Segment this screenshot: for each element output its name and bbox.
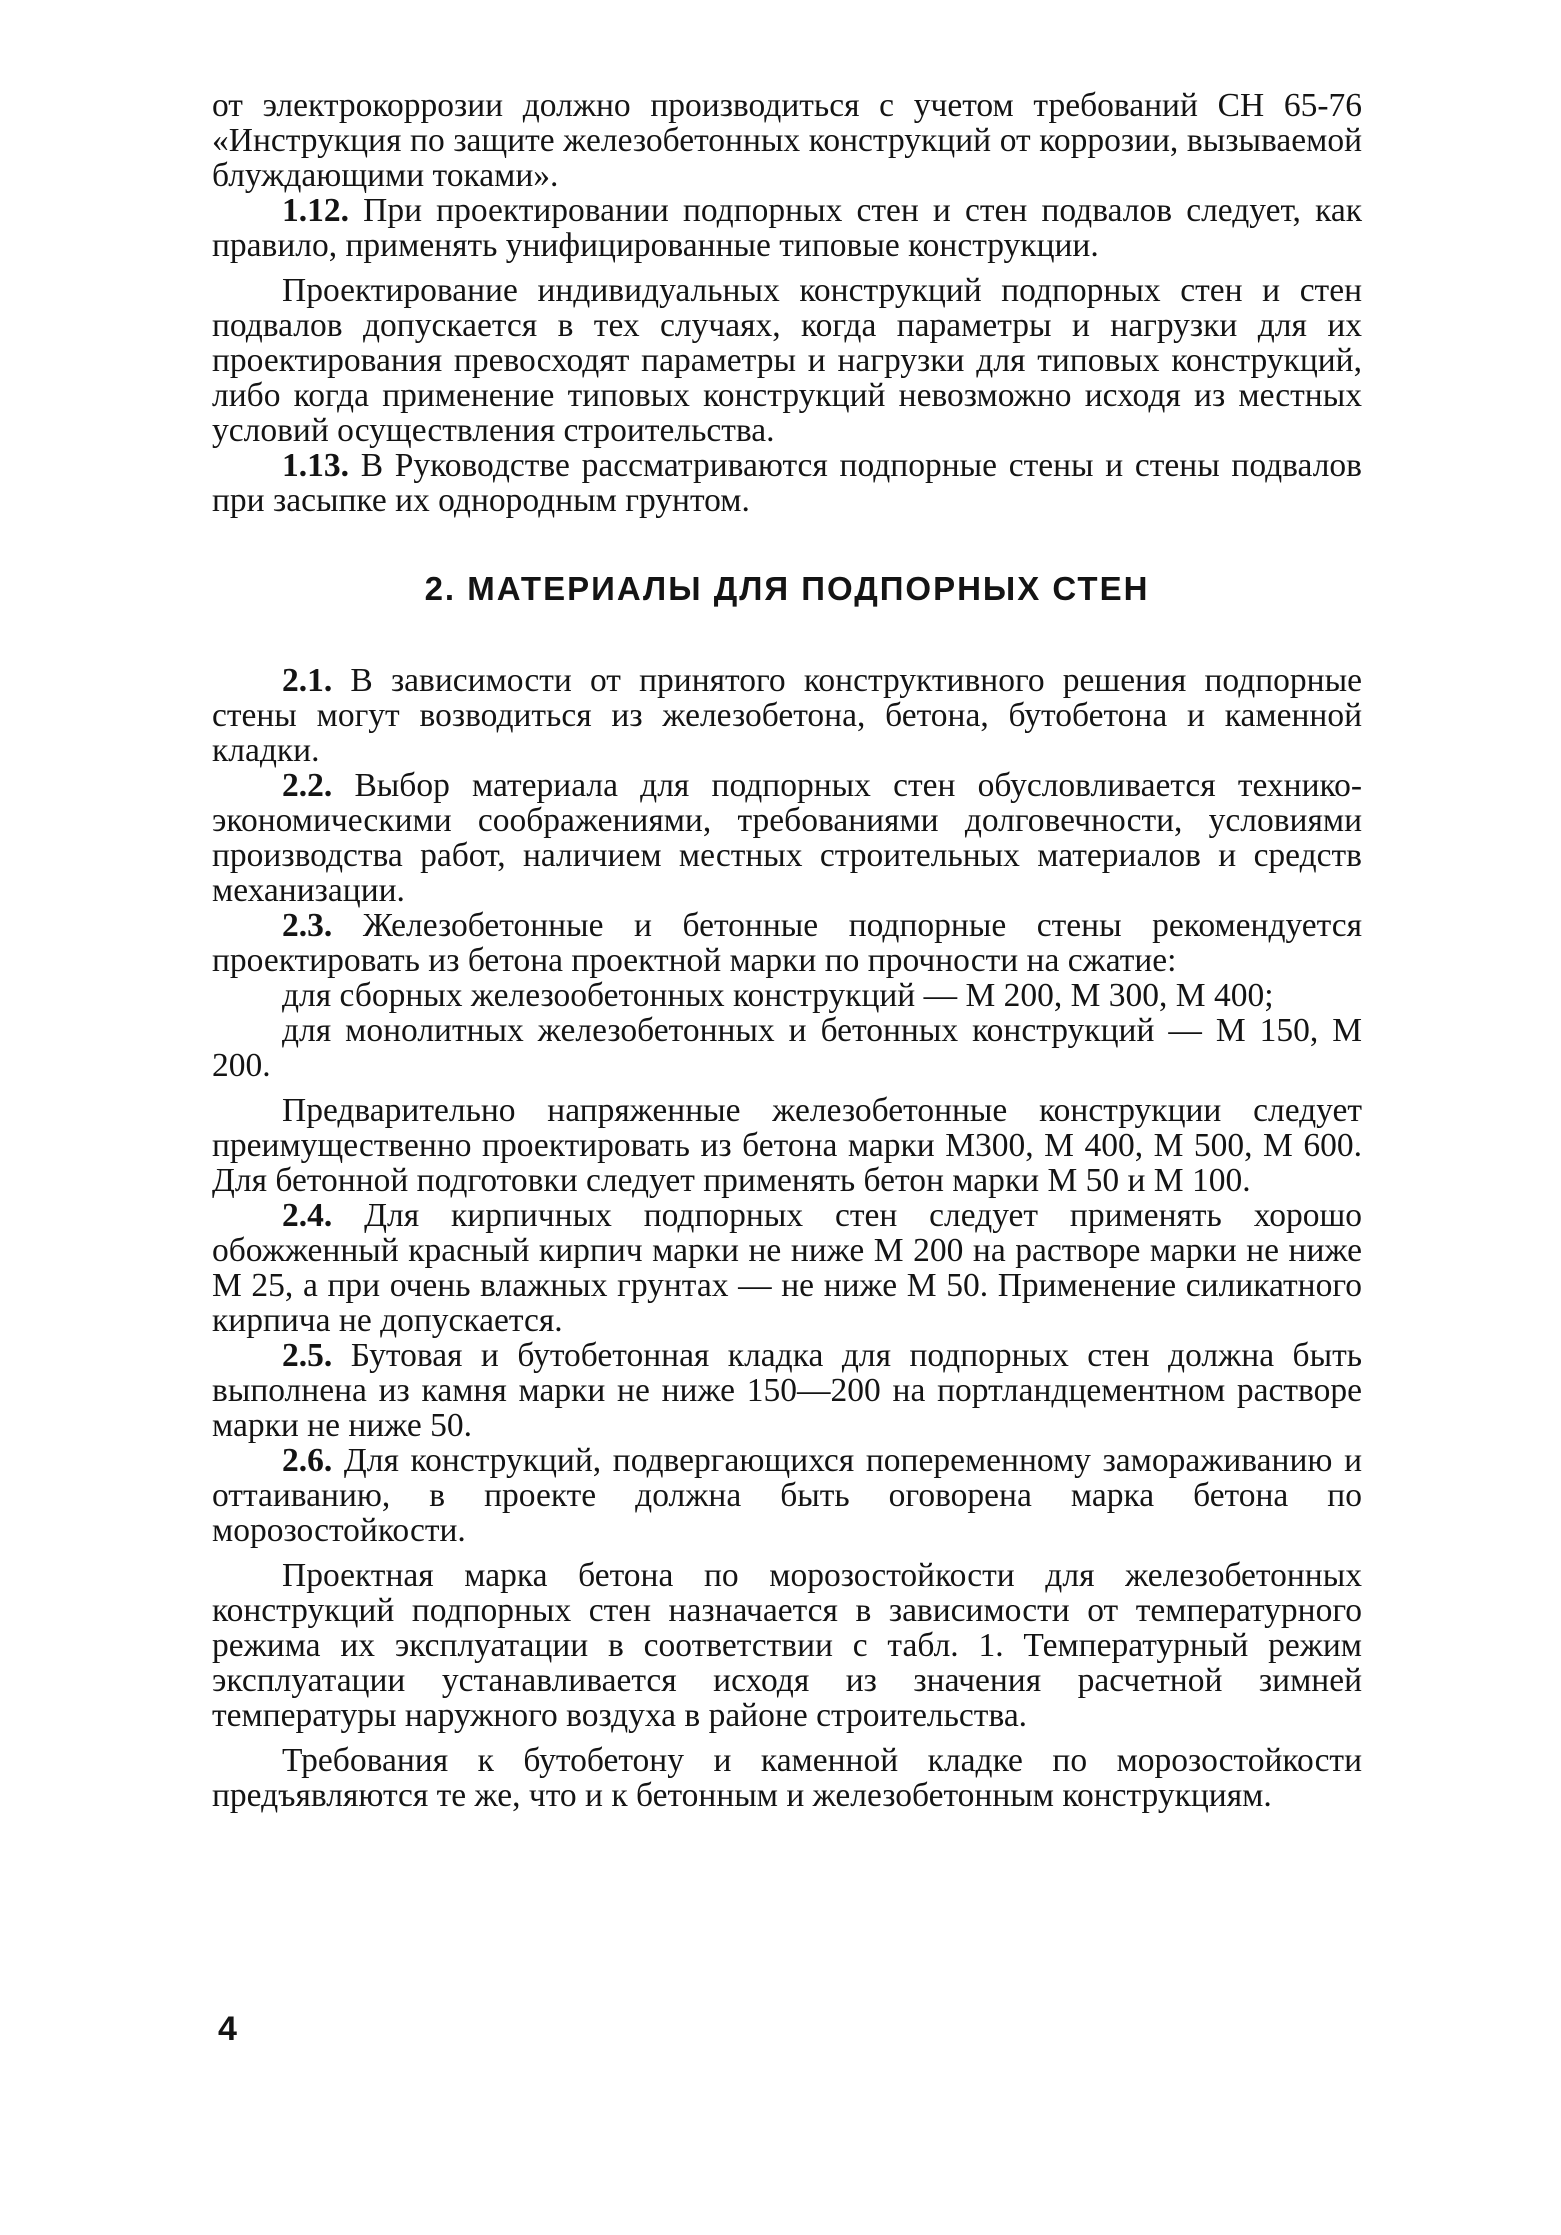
paragraph-2-2 [212,768,1362,908]
clause-text: В Руководстве рассматриваются подпорные стены и стены подвалов при засыпке их однородным грунтом. [212,447,1362,519]
paragraph-2-3-continuation: Предварительно напряженные железобетонные конструкции следует преимущественно проектировать из бетона марки М300, М 400, М 500, М 600. Для бетонной подготовки следует применять бетон марки М 50 и М 100. [212,1092,1362,1199]
paragraph-1-12-continuation: Проектирование индивидуальных конструкций подпорных стен и стен подвалов допускается в тех случаях, когда параметры и нагрузки для их проектирования превосходят параметры и нагрузки для типовых конструкций, либо когда применение типовых конструкций невозможно исходя из местных условий осуществления строительства. [212,272,1362,449]
clause-number: 2.2. [282,767,333,804]
clause-text: Для кирпичных подпорных стен следует применять хорошо обожженный красный кирпич марки не ниже М 200 на растворе марки не ниже М 25, а при очень влажных грунтах — не ниже М 50. Применение силикатного кирпича не допускается. [212,1197,1362,1339]
clause-text: Для конструкций, подвергающихся попеременному замораживанию и оттаиванию, в проекте должна быть оговорена марка бетона по морозостойкости. [212,1442,1362,1549]
clause-text: При проектировании подпорных стен и стен подвалов следует, как правило, применять унифицированные типовые конструкции. [212,192,1362,264]
clause-text: Бутовая и бутобетонная кладка для подпорных стен должна быть выполнена из камня марки не ниже 150—200 на портландцементном растворе марки не ниже 50. [212,1337,1362,1444]
clause-number: 2.1. [282,662,333,699]
page-body [212,88,1362,1813]
clause-number: 2.5. [282,1337,333,1374]
list-item-precast: для сборных железоoбетонных конструкций — М 200, М 300, М 400; [282,977,1274,1014]
clause-text: Выбор материала для подпорных стен обусловливается технико-экономическими соображениями, требованиями долговечности, условиями производства работ, наличием местных строительных материалов и средств механизации. [212,767,1362,909]
paragraph-1-12 [212,193,1362,263]
paragraph-intro: от электрокоррозии должно производиться с учетом требований СН 65-76 «Инструкция по защите железобетонных конструкций от коррозии, вызываемой блуждающими токами». [212,87,1362,194]
paragraph-2-1 [212,663,1362,768]
clause-number: 2.6. [282,1442,333,1479]
clause-number: 1.13. [282,447,349,484]
paragraph-2-5 [212,1338,1362,1443]
paragraph-2-6-continuation-1: Проектная марка бетона по морозостойкости для железобетонных конструкций подпорных стен назначается в зависимости от температурного режима их эксплуатации в соответствии с табл. 1. Температурный режим эксплуатации устанавливается исходя из значения расчетной зимней температуры наружного воздуха в районе строительства. [212,1557,1362,1734]
paragraph-2-4 [212,1198,1362,1338]
clause-number: 2.3. [282,907,333,944]
list-item-monolithic: для монолитных железобетонных и бетонных конструкций — М 150, М 200. [212,1012,1362,1084]
paragraph-2-3 [212,908,1362,978]
paragraph-2-6 [212,1443,1362,1548]
paragraph-2-6-continuation-2: Требования к бутобетону и каменной кладке по морозостойкости предъявляются те же, что и к бетонным и железобетонным конструкциям. [212,1742,1362,1814]
section-heading: 2. МАТЕРИАЛЫ ДЛЯ ПОДПОРНЫХ СТЕН [424,570,1150,607]
clause-number: 1.12. [282,192,349,229]
page-number: 4 [218,2010,237,2048]
clause-text: Железобетонные и бетонные подпорные стены рекомендуется проектировать из бетона проектной марки по прочности на сжатие: [212,907,1362,979]
clause-text: В зависимости от принятого конструктивного решения подпорные стены могут возводиться из железобетона, бетона, бутобетона и каменной кладки. [212,662,1362,769]
clause-number: 2.4. [282,1197,333,1234]
paragraph-1-13 [212,448,1362,518]
